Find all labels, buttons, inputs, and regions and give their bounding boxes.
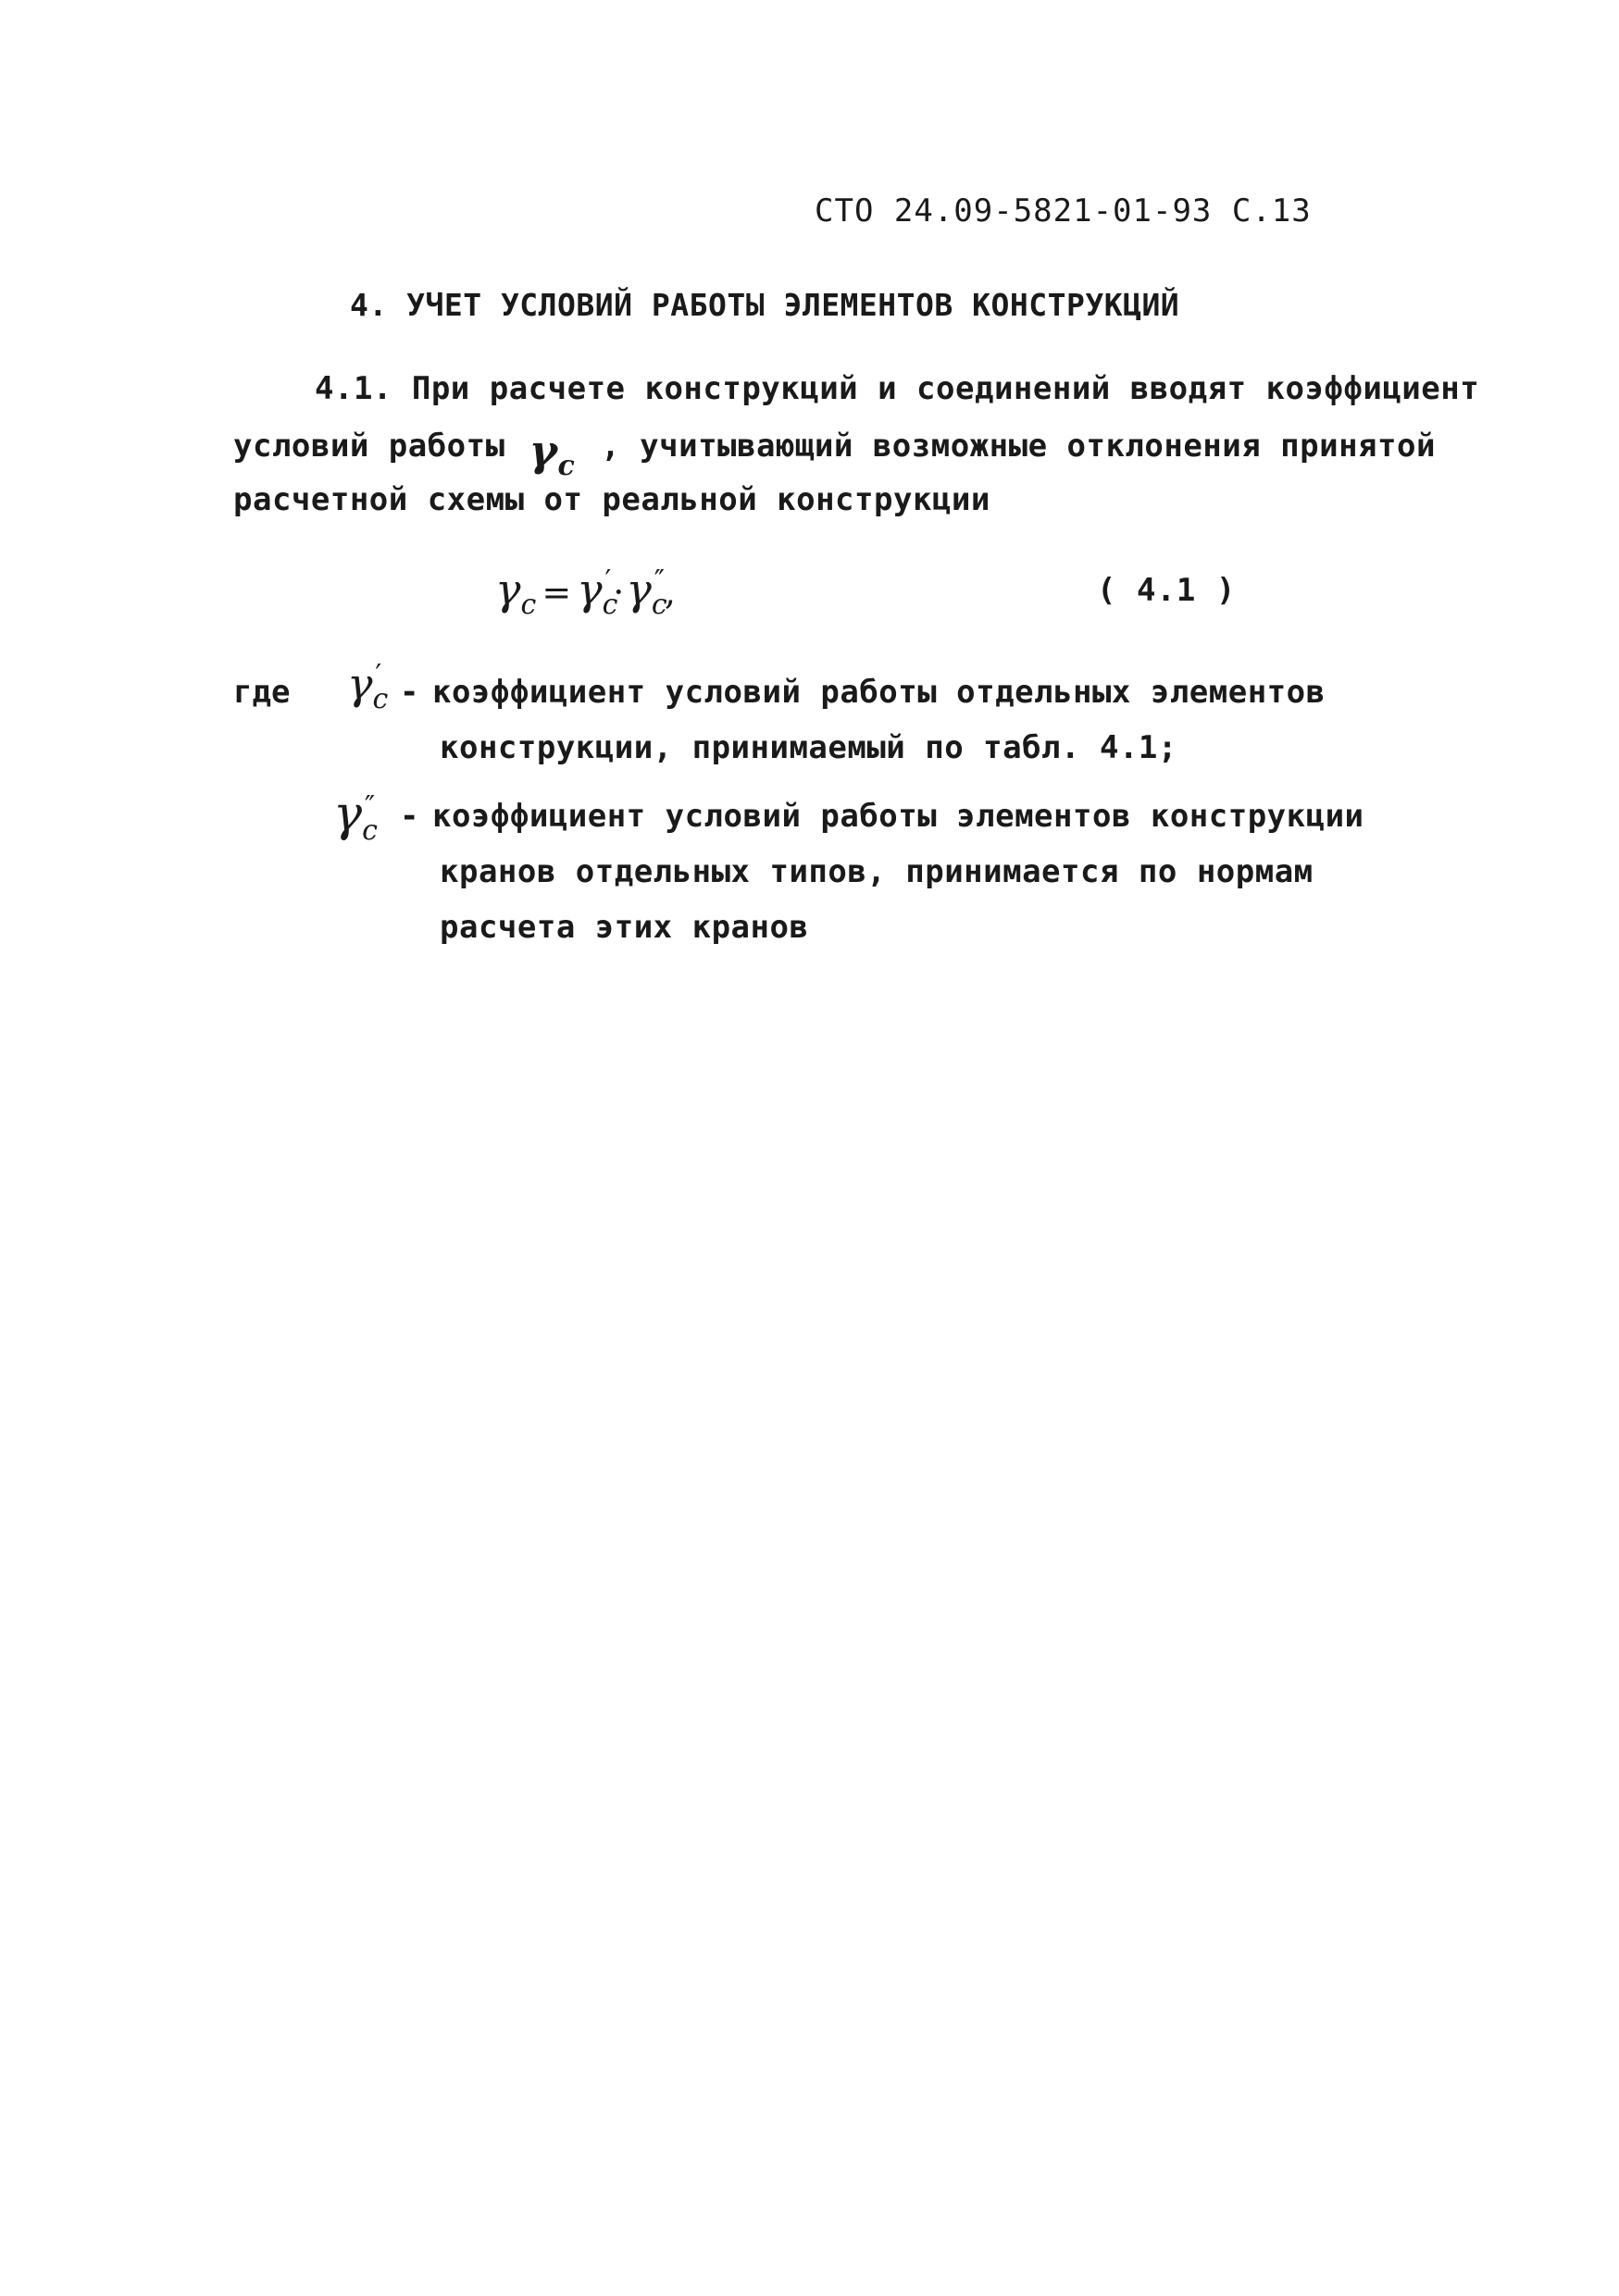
paragraph-line-2 <box>233 426 1436 482</box>
formula-sub-3: c <box>651 589 667 621</box>
formula-gamma-2: γ <box>577 565 603 614</box>
paragraph-line-1: 4.1. При расчете конструкций и соединений вводят коэффициент <box>315 370 1480 407</box>
definition-2-line-1 <box>400 798 1364 835</box>
def-2-prime: ″ <box>364 790 376 823</box>
paragraph-line-2-end: , учитывающий возможные отклонения принятой <box>601 428 1436 465</box>
def-1-sub: c <box>372 683 389 715</box>
definition-1-line-2: конструкции, принимаемый по табл. 4.1; <box>440 729 1177 766</box>
gamma-subscript: c <box>557 450 576 482</box>
definition-1-dash: - <box>400 674 419 711</box>
def-1-prime: ′ <box>375 659 382 691</box>
definition-2-line-3: расчета этих кранов <box>440 909 809 946</box>
formula-prime-2: ″ <box>654 565 665 597</box>
formula-dot: · <box>613 572 625 613</box>
paragraph-line-2-start: условий работы <box>233 428 505 465</box>
definition-1-line-1 <box>400 674 1326 711</box>
definition-2-dash: - <box>400 798 419 835</box>
gamma-c-symbol <box>529 426 576 482</box>
def-2-sub: c <box>362 814 378 847</box>
formula-sub-1: c <box>520 589 537 621</box>
definition-1-symbol <box>347 659 389 715</box>
section-title: 4. УЧЕТ УСЛОВИЙ РАБОТЫ ЭЛЕМЕНТОВ КОНСТРУКЦИЙ <box>350 287 1180 323</box>
where-label: где <box>233 674 291 711</box>
formula-comma: , <box>664 572 676 613</box>
def-2-gamma: γ <box>333 787 363 842</box>
formula-gamma-3: γ <box>626 565 652 614</box>
formula-equals: = <box>542 572 572 613</box>
definition-2-symbol <box>333 787 378 847</box>
formula-sub-2: c <box>602 589 618 621</box>
definition-2-line-2: кранов отдельных типов, принимается по нормам <box>440 853 1314 890</box>
document-code-header: СТО 24.09-5821-01-93 С.13 <box>815 192 1312 230</box>
formula-prime-1: ′ <box>604 565 612 597</box>
definition-1-text: коэффициент условий работы отдельных элементов <box>431 674 1326 711</box>
def-1-gamma: γ <box>347 659 373 709</box>
definition-2-text: коэффициент условий работы элементов конструкции <box>431 798 1364 835</box>
formula-4-1 <box>495 565 676 621</box>
formula-gamma-1: γ <box>495 565 521 614</box>
paragraph-line-3: расчетной схемы от реальной конструкции <box>233 481 990 518</box>
gamma-letter: γ <box>529 426 558 476</box>
formula-number: ( 4.1 ) <box>1097 572 1237 609</box>
